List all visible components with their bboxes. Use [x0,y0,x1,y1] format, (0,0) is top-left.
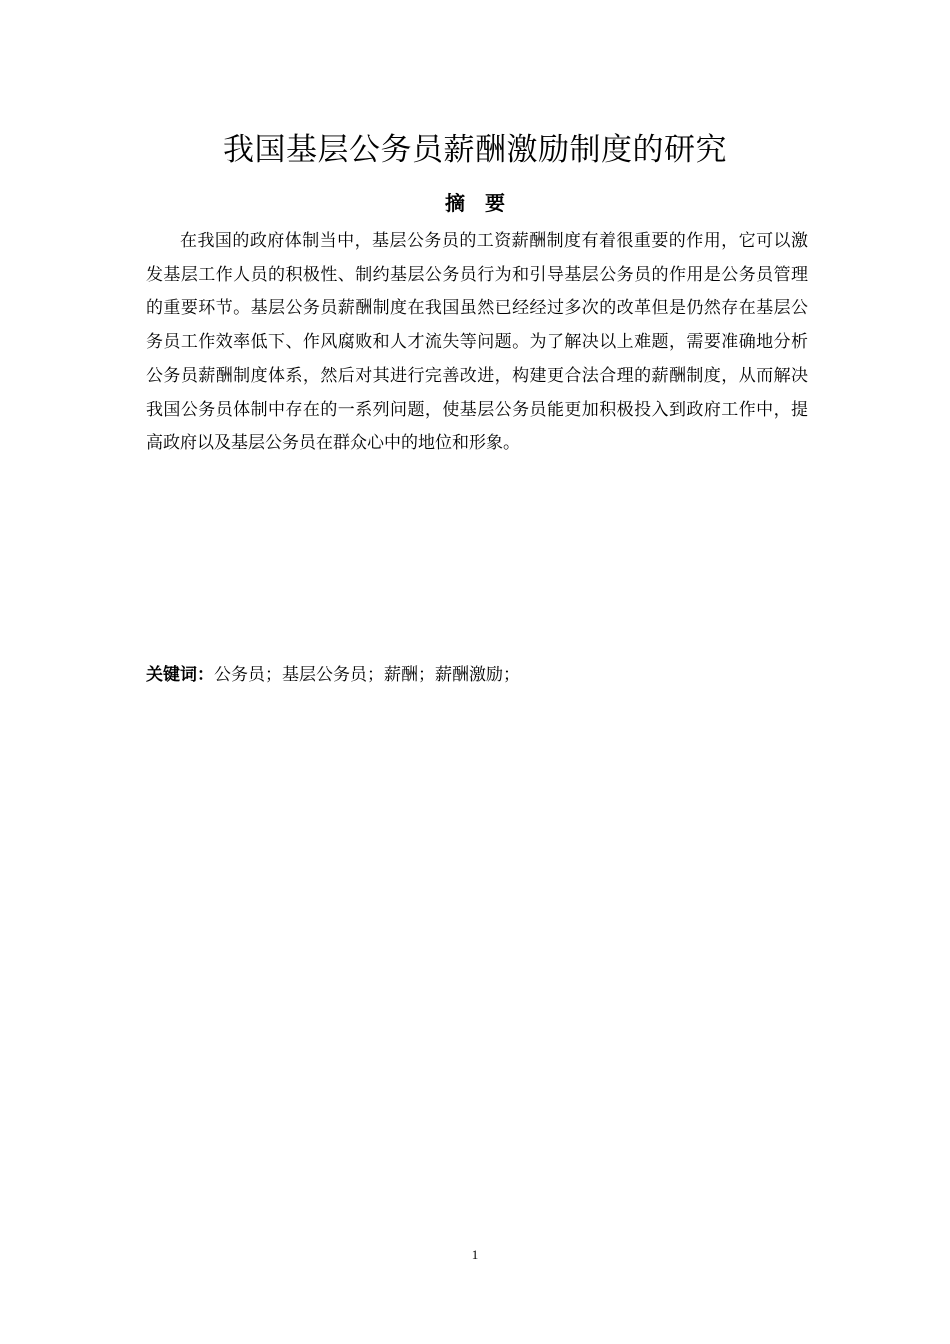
abstract-heading: 摘要 [445,191,525,215]
keywords-label: 关键词： [146,665,214,685]
page-number: 1 [471,1247,479,1262]
abstract-body: 在我国的政府体制当中，基层公务员的工资薪酬制度有着很重要的作用，它可以激发基层工作人员的积极性、制约基层公务员行为和引导基层公务员的作用是公务员管理的重要环节。基层公务员薪酬制度在我国虽然已经经过多次的改革但是仍然存在基层公务员工作效率低下、作风腐败和人才流失等问题。为了解决以上难题，需要准确地分析公务员薪酬制度体系，然后对其进行完善改进，构建更合法合理的薪酬制度，从而解决我国公务员体制中存在的一系列问题，使基层公务员能更加积极投入到政府工作中，提高政府以及基层公务员在群众心中的地位和形象。 [146,231,808,454]
document-title: 我国基层公务员薪酬激励制度的研究 [223,132,727,168]
keywords-text: 公务员；基层公务员；薪酬；薪酬激励； [214,665,520,685]
keywords-line [146,660,808,690]
